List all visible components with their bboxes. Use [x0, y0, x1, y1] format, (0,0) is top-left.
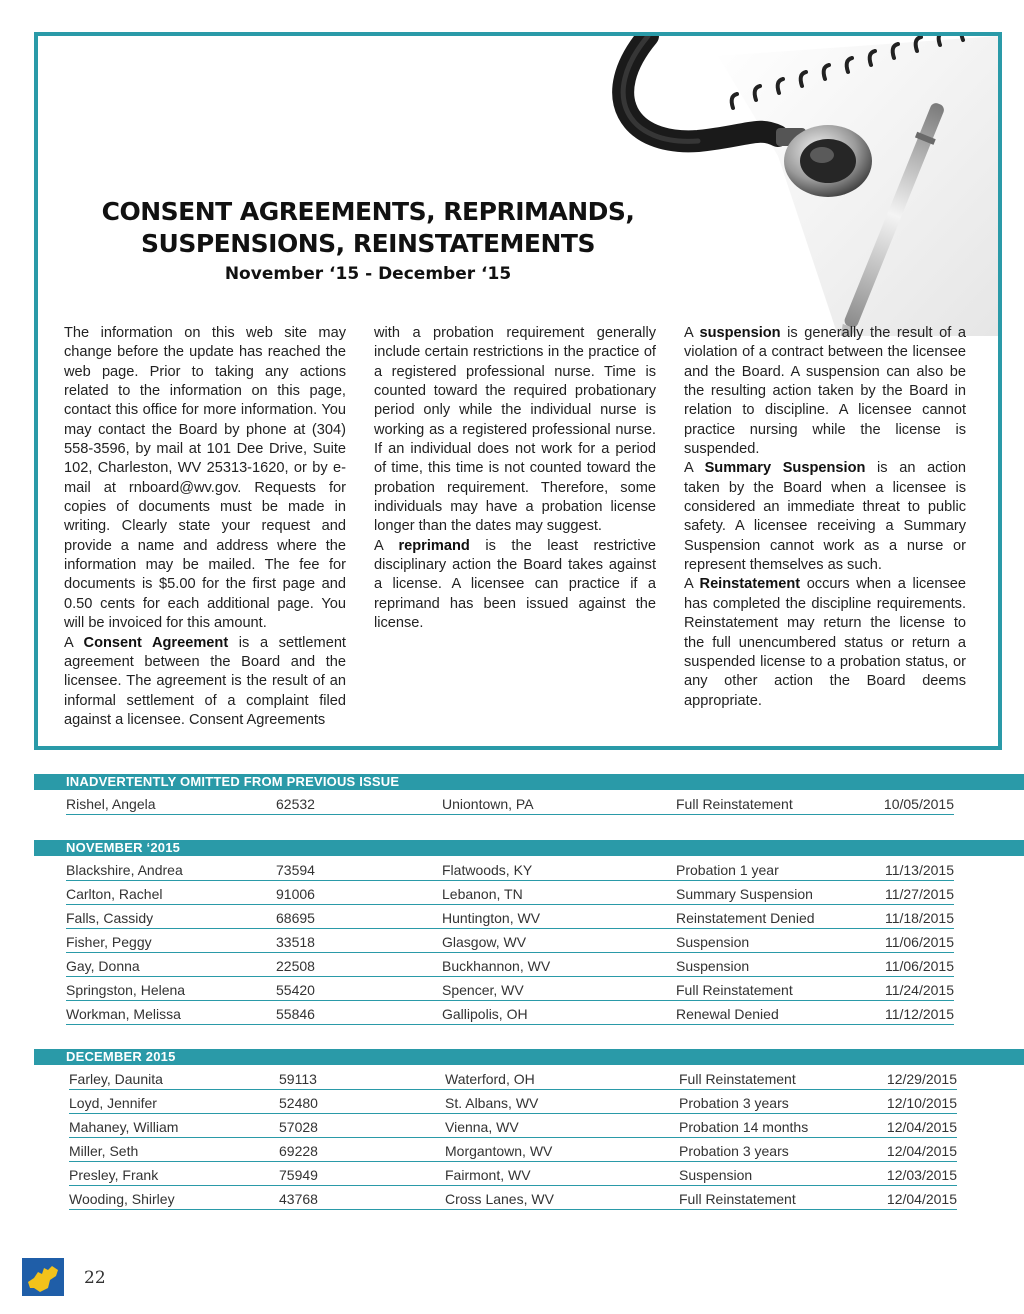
- action-taken: Suspension: [676, 958, 750, 974]
- table-row: [66, 908, 954, 929]
- action-taken: Suspension: [679, 1167, 753, 1183]
- location: Cross Lanes, WV: [445, 1191, 554, 1207]
- consent-agreement-continued: with a probation requirement generally include certain restrictions in the practice of a registered professional nurse. Time is counted toward the required probationary period only while the individual nurse is working as a registered professional nurse. If an individual does not work for a period of time, this time is not counted toward the probation requirement. Therefore, some individuals may have a probation license longer than the dates may suggest.: [374, 325, 656, 535]
- action-date: 11/12/2015: [884, 1006, 954, 1022]
- action-taken: Renewal Denied: [676, 1006, 779, 1022]
- reprimand-paragraph: [374, 537, 656, 634]
- license-number: 52480: [279, 1095, 318, 1111]
- action-date: 11/18/2015: [884, 910, 954, 926]
- location: Fairmont, WV: [445, 1167, 531, 1183]
- licensee-name: Fisher, Peggy: [66, 934, 152, 950]
- action-date: 11/24/2015: [884, 982, 954, 998]
- licensee-name: Gay, Donna: [66, 958, 140, 974]
- summary-paragraph: [684, 459, 966, 575]
- license-number: 59113: [279, 1071, 317, 1087]
- table-row: [69, 1069, 957, 1090]
- action-date: 11/13/2015: [884, 862, 954, 878]
- license-number: 55420: [276, 982, 315, 998]
- licensee-name: Falls, Cassidy: [66, 910, 154, 926]
- license-number: 22508: [276, 958, 315, 974]
- licensee-name: Rishel, Angela: [66, 796, 156, 812]
- action-taken: Full Reinstatement: [679, 1191, 796, 1207]
- location: Vienna, WV: [445, 1119, 519, 1135]
- action-date: 11/27/2015: [884, 886, 954, 902]
- date-range-subtitle: November ‘15 - December ‘15: [224, 264, 512, 284]
- licensee-name: Loyd, Jennifer: [69, 1095, 157, 1111]
- license-number: 69228: [279, 1143, 318, 1159]
- text-run: A: [684, 576, 700, 593]
- table-row: [66, 884, 954, 905]
- licensee-name: Workman, Melissa: [66, 1006, 181, 1022]
- table-row: [66, 980, 954, 1001]
- location: Flatwoods, KY: [442, 862, 533, 878]
- text-run: A: [374, 537, 399, 554]
- licensee-name: Presley, Frank: [69, 1167, 159, 1183]
- table-row: [66, 956, 954, 977]
- action-taken: Reinstatement Denied: [676, 910, 815, 926]
- location: St. Albans, WV: [445, 1095, 539, 1111]
- reinstatement-paragraph: [684, 575, 966, 710]
- text-run: is the least restrictive disciplinary action the Board takes against a license. A licensee can practice if a reprimand has been issued against the license.: [374, 537, 656, 632]
- table-row: [69, 1141, 957, 1162]
- license-number: 62532: [276, 796, 315, 812]
- action-taken: Full Reinstatement: [676, 796, 793, 812]
- table-row: [66, 860, 954, 881]
- action-taken: Probation 14 months: [679, 1119, 809, 1135]
- action-date: 11/06/2015: [884, 958, 954, 974]
- term-consent-agreement: Consent Agreement: [83, 634, 229, 651]
- action-date: 12/04/2015: [886, 1191, 957, 1207]
- consent-agreement-paragraph: [64, 634, 346, 731]
- text-column-2: [374, 324, 656, 634]
- term-suspension: suspension: [699, 325, 781, 341]
- licensee-name: Springston, Helena: [66, 982, 186, 998]
- location: Buckhannon, WV: [442, 958, 551, 974]
- term-reprimand: reprimand: [398, 537, 470, 554]
- text-run: occurs when a licensee has completed the discipline requirements. Reinstatement may return the license to the full unencumbered status or return a suspended license to a probation status, or any other action the Board deems appropriate.: [684, 576, 967, 709]
- text-run: A: [684, 325, 700, 341]
- table-row: [66, 932, 954, 953]
- action-date: 10/05/2015: [883, 796, 954, 812]
- location: Spencer, WV: [442, 982, 524, 998]
- section-heading: INADVERTENTLY OMITTED FROM PREVIOUS ISSUE: [34, 774, 1024, 790]
- license-number: 68695: [276, 910, 315, 926]
- text-column-1: [64, 324, 346, 730]
- action-taken: Probation 3 years: [679, 1095, 789, 1111]
- suspension-paragraph: [684, 324, 966, 459]
- table-row: [69, 1093, 957, 1114]
- licensee-name: Mahaney, William: [69, 1119, 179, 1135]
- text-run: is an action taken by the Board when a licensee is considered an immediate threat to public safety. A licensee receiving a Summary Suspension cannot work as a nurse or represent themselves as such.: [684, 460, 967, 574]
- text-run: is a settlement agreement between the Board and the licensee. The agreement is the result of an informal settlement of a complaint filed against a licensee. Consent Agreements: [64, 634, 346, 728]
- location: Gallipolis, OH: [442, 1006, 528, 1022]
- text-column-3: [684, 324, 966, 711]
- text-run: A: [684, 460, 705, 477]
- article-frame: [34, 32, 1002, 750]
- license-number: 43768: [279, 1191, 318, 1207]
- table-row: [69, 1189, 957, 1210]
- licensee-name: Blackshire, Andrea: [66, 862, 183, 878]
- table-row: [66, 1004, 954, 1025]
- license-number: 91006: [276, 886, 315, 902]
- page-number: 22: [84, 1268, 106, 1288]
- table-row: [66, 794, 954, 815]
- term-summary-suspension: Summary Suspension: [704, 460, 866, 477]
- licensee-name: Farley, Daunita: [69, 1071, 163, 1087]
- term-reinstatement: Reinstatement: [699, 576, 801, 593]
- location: Morgantown, WV: [445, 1143, 553, 1159]
- action-date: 11/06/2015: [884, 934, 954, 950]
- location: Lebanon, TN: [442, 886, 523, 902]
- license-number: 57028: [279, 1119, 318, 1135]
- action-taken: Probation 3 years: [679, 1143, 789, 1159]
- action-taken: Summary Suspension: [676, 886, 813, 902]
- section-heading: DECEMBER 2015: [34, 1049, 1024, 1065]
- license-number: 33518: [276, 934, 315, 950]
- intro-paragraph: The information on this web site may change before the update has reached the web page. Prior to taking any actions related to the information on this page, contact this office for more information. You may contact the Board by phone at (304) 558-3596, by mail at 101 Dee Drive, Suite 102, Charleston, WV 25313-1620, or by e-mail at rnboard@wv.gov. Requests for copies of documents must be made in writing. Clearly state your request and provide a name and address where the information may be mailed. The fee for documents is $5.00 for the first page and 0.50 cents for each additional page. You will be invoiced for this amount.: [64, 325, 346, 632]
- licensee-name: Miller, Seth: [69, 1143, 139, 1159]
- action-date: 12/04/2015: [886, 1143, 957, 1159]
- page-title: [78, 196, 658, 260]
- licensee-name: Carlton, Rachel: [66, 886, 163, 902]
- action-taken: Full Reinstatement: [679, 1071, 796, 1087]
- license-number: 55846: [276, 1006, 315, 1022]
- location: Waterford, OH: [445, 1071, 535, 1087]
- location: Glasgow, WV: [442, 934, 527, 950]
- location: Huntington, WV: [442, 910, 541, 926]
- location: Uniontown, PA: [442, 796, 534, 812]
- licensee-name: Wooding, Shirley: [69, 1191, 175, 1207]
- action-taken: Probation 1 year: [676, 862, 779, 878]
- section-heading: NOVEMBER ‘2015: [34, 840, 1024, 856]
- action-date: 12/04/2015: [886, 1119, 957, 1135]
- table-row: [69, 1117, 957, 1138]
- action-taken: Full Reinstatement: [676, 982, 793, 998]
- title-line-2: SUSPENSIONS, REINSTATEMENTS: [141, 229, 595, 258]
- license-number: 75949: [279, 1167, 318, 1183]
- action-date: 12/03/2015: [886, 1167, 957, 1183]
- action-date: 12/10/2015: [886, 1095, 957, 1111]
- text-run: A: [64, 634, 84, 651]
- title-line-1: CONSENT AGREEMENTS, REPRIMANDS,: [101, 197, 635, 226]
- table-row: [69, 1165, 957, 1186]
- west-virginia-map-icon: [22, 1258, 64, 1296]
- action-date: 12/29/2015: [886, 1071, 957, 1087]
- license-number: 73594: [276, 862, 315, 878]
- action-taken: Suspension: [676, 934, 750, 950]
- text-run: is generally the result of a violation of a contract between the licensee and the Board. A suspension can also be the resulting action taken by the Board in relation to discipline. A licensee cannot practice nursing while the license is suspended.: [684, 325, 966, 458]
- stethoscope-notebook-illustration: [608, 36, 998, 336]
